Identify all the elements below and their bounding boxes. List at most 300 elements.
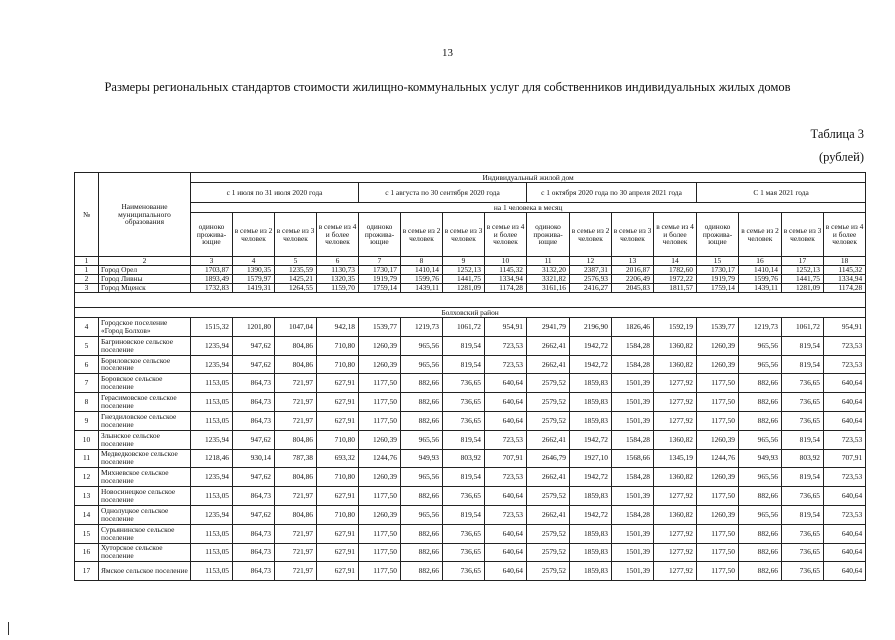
table-row bbox=[75, 374, 866, 393]
value-cell: 819,54 bbox=[443, 468, 485, 487]
row-number: 13 bbox=[75, 487, 99, 506]
value-cell: 965,56 bbox=[401, 468, 443, 487]
column-number: 1 bbox=[75, 257, 99, 266]
value-cell: 2206,49 bbox=[612, 275, 654, 284]
value-cell: 736,65 bbox=[782, 524, 824, 543]
value-cell: 882,66 bbox=[739, 524, 782, 543]
value-cell: 1277,92 bbox=[654, 374, 697, 393]
value-cell: 954,91 bbox=[485, 318, 527, 337]
value-cell: 1235,94 bbox=[191, 468, 233, 487]
municipality-name: Сурьянинское сельское поселение bbox=[99, 524, 191, 543]
table-row bbox=[75, 505, 866, 524]
value-cell: 1277,92 bbox=[654, 524, 697, 543]
value-cell: 3321,82 bbox=[527, 275, 570, 284]
municipality-name: Ямское сельское поселение bbox=[99, 562, 191, 581]
value-cell: 736,65 bbox=[443, 487, 485, 506]
value-cell: 965,56 bbox=[401, 430, 443, 449]
header-family-type: одиноко прожива-ющие bbox=[191, 213, 233, 257]
column-number: 16 bbox=[739, 257, 782, 266]
header-family-type: в семье из 4 и более человек bbox=[317, 213, 359, 257]
value-cell: 965,56 bbox=[401, 355, 443, 374]
value-cell: 723,53 bbox=[485, 355, 527, 374]
value-cell: 1260,39 bbox=[697, 468, 739, 487]
value-cell: 1153,05 bbox=[191, 562, 233, 581]
value-cell: 1260,39 bbox=[697, 355, 739, 374]
value-cell: 803,92 bbox=[782, 449, 824, 468]
value-cell: 1539,77 bbox=[697, 318, 739, 337]
value-cell: 804,86 bbox=[275, 336, 317, 355]
value-cell: 723,53 bbox=[485, 336, 527, 355]
value-cell: 1859,83 bbox=[570, 411, 612, 430]
row-number: 3 bbox=[75, 284, 99, 293]
value-cell: 1410,14 bbox=[401, 266, 443, 275]
column-number: 12 bbox=[570, 257, 612, 266]
value-cell: 1130,73 bbox=[317, 266, 359, 275]
header-family-type: одиноко прожива-ющие bbox=[527, 213, 570, 257]
value-cell: 1281,09 bbox=[782, 284, 824, 293]
value-cell: 947,62 bbox=[233, 430, 275, 449]
document-title: Размеры региональных стандартов стоимости жилищно-коммунальных услуг для собственников индивидуальных жилых домов bbox=[104, 80, 791, 94]
value-cell: 947,62 bbox=[233, 468, 275, 487]
table-row bbox=[75, 543, 866, 562]
value-cell: 723,53 bbox=[485, 430, 527, 449]
value-cell: 1047,04 bbox=[275, 318, 317, 337]
value-cell: 804,86 bbox=[275, 430, 317, 449]
table-row bbox=[75, 449, 866, 468]
value-cell: 2045,83 bbox=[612, 284, 654, 293]
value-cell: 1177,50 bbox=[697, 411, 739, 430]
value-cell: 723,53 bbox=[824, 468, 866, 487]
value-cell: 1260,39 bbox=[359, 505, 401, 524]
value-cell: 1177,50 bbox=[359, 411, 401, 430]
value-cell: 1859,83 bbox=[570, 487, 612, 506]
municipality-name: Герасимовское сельское поселение bbox=[99, 393, 191, 412]
municipality-name: Бориловское сельское поселение bbox=[99, 355, 191, 374]
column-number: 17 bbox=[782, 257, 824, 266]
value-cell: 1568,66 bbox=[612, 449, 654, 468]
value-cell: 2662,41 bbox=[527, 355, 570, 374]
value-cell: 1584,28 bbox=[612, 430, 654, 449]
value-cell: 1145,32 bbox=[485, 266, 527, 275]
value-cell: 1811,57 bbox=[654, 284, 697, 293]
value-cell: 819,54 bbox=[782, 505, 824, 524]
value-cell: 2579,52 bbox=[527, 543, 570, 562]
value-cell: 930,14 bbox=[233, 449, 275, 468]
value-cell: 1942,72 bbox=[570, 468, 612, 487]
municipality-name: Город Мценск bbox=[99, 284, 191, 293]
municipality-name: Хуторское сельское поселение bbox=[99, 543, 191, 562]
value-cell: 819,54 bbox=[782, 355, 824, 374]
value-cell: 864,73 bbox=[233, 393, 275, 412]
value-cell: 1360,82 bbox=[654, 355, 697, 374]
value-cell: 1345,19 bbox=[654, 449, 697, 468]
header-family-type: одиноко прожива-ющие bbox=[697, 213, 739, 257]
value-cell: 640,64 bbox=[824, 374, 866, 393]
value-cell: 1061,72 bbox=[443, 318, 485, 337]
value-cell: 1501,39 bbox=[612, 487, 654, 506]
value-cell: 882,66 bbox=[739, 393, 782, 412]
value-cell: 710,80 bbox=[317, 355, 359, 374]
value-cell: 2662,41 bbox=[527, 430, 570, 449]
value-cell: 723,53 bbox=[485, 468, 527, 487]
municipality-name: Багриновское сельское поселение bbox=[99, 336, 191, 355]
value-cell: 707,91 bbox=[824, 449, 866, 468]
column-number: 2 bbox=[99, 257, 191, 266]
value-cell: 721,97 bbox=[275, 524, 317, 543]
value-cell: 1177,50 bbox=[359, 487, 401, 506]
value-cell: 640,64 bbox=[824, 487, 866, 506]
value-cell: 736,65 bbox=[443, 524, 485, 543]
value-cell: 1360,82 bbox=[654, 468, 697, 487]
value-cell: 1201,80 bbox=[233, 318, 275, 337]
value-cell: 1942,72 bbox=[570, 430, 612, 449]
row-number: 2 bbox=[75, 275, 99, 284]
header-family-type: в семье из 2 человек bbox=[570, 213, 612, 257]
value-cell: 1759,14 bbox=[359, 284, 401, 293]
table-row bbox=[75, 318, 866, 337]
header-family-type: в семье из 2 человек bbox=[401, 213, 443, 257]
value-cell: 864,73 bbox=[233, 543, 275, 562]
value-cell: 736,65 bbox=[443, 562, 485, 581]
table-row bbox=[75, 487, 866, 506]
header-period-2: с 1 августа по 30 сентября 2020 года bbox=[359, 183, 527, 203]
value-cell: 864,73 bbox=[233, 374, 275, 393]
table-row bbox=[75, 393, 866, 412]
value-cell: 640,64 bbox=[824, 524, 866, 543]
value-cell: 710,80 bbox=[317, 336, 359, 355]
header-no: № bbox=[75, 173, 99, 257]
municipality-name: Злынское сельское поселение bbox=[99, 430, 191, 449]
value-cell: 1599,76 bbox=[401, 275, 443, 284]
row-number: 16 bbox=[75, 543, 99, 562]
value-cell: 723,53 bbox=[824, 430, 866, 449]
value-cell: 1419,31 bbox=[233, 284, 275, 293]
value-cell: 1235,59 bbox=[275, 266, 317, 275]
value-cell: 1177,50 bbox=[697, 562, 739, 581]
value-cell: 819,54 bbox=[443, 355, 485, 374]
value-cell: 1942,72 bbox=[570, 505, 612, 524]
table-label: Таблица 3 bbox=[810, 127, 864, 141]
value-cell: 804,86 bbox=[275, 355, 317, 374]
value-cell: 721,97 bbox=[275, 393, 317, 412]
value-cell: 1260,39 bbox=[359, 355, 401, 374]
value-cell: 882,66 bbox=[401, 543, 443, 562]
value-cell: 1584,28 bbox=[612, 336, 654, 355]
value-cell: 721,97 bbox=[275, 411, 317, 430]
value-cell: 1177,50 bbox=[697, 543, 739, 562]
header-name: Наименование муниципального образования bbox=[99, 173, 191, 257]
column-number: 18 bbox=[824, 257, 866, 266]
value-cell: 2387,31 bbox=[570, 266, 612, 275]
value-cell: 1177,50 bbox=[697, 374, 739, 393]
value-cell: 1410,14 bbox=[739, 266, 782, 275]
value-cell: 803,92 bbox=[443, 449, 485, 468]
value-cell: 721,97 bbox=[275, 487, 317, 506]
value-cell: 965,56 bbox=[401, 336, 443, 355]
municipality-name: Город Орел bbox=[99, 266, 191, 275]
value-cell: 1859,83 bbox=[570, 543, 612, 562]
row-number: 6 bbox=[75, 355, 99, 374]
value-cell: 942,18 bbox=[317, 318, 359, 337]
value-cell: 2941,79 bbox=[527, 318, 570, 337]
header-group: Индивидуальный жилой дом bbox=[191, 173, 866, 183]
value-cell: 804,86 bbox=[275, 505, 317, 524]
value-cell: 1235,94 bbox=[191, 430, 233, 449]
value-cell: 965,56 bbox=[739, 505, 782, 524]
value-cell: 947,62 bbox=[233, 505, 275, 524]
value-cell: 721,97 bbox=[275, 543, 317, 562]
value-cell: 1218,46 bbox=[191, 449, 233, 468]
value-cell: 1927,10 bbox=[570, 449, 612, 468]
row-number: 14 bbox=[75, 505, 99, 524]
value-cell: 640,64 bbox=[824, 562, 866, 581]
district-row bbox=[75, 308, 866, 318]
value-cell: 965,56 bbox=[401, 505, 443, 524]
column-number: 13 bbox=[612, 257, 654, 266]
value-cell: 1584,28 bbox=[612, 505, 654, 524]
value-cell: 1703,87 bbox=[191, 266, 233, 275]
value-cell: 864,73 bbox=[233, 524, 275, 543]
value-cell: 1425,21 bbox=[275, 275, 317, 284]
column-number: 3 bbox=[191, 257, 233, 266]
value-cell: 1942,72 bbox=[570, 355, 612, 374]
value-cell: 1281,09 bbox=[443, 284, 485, 293]
municipality-name: Городское поселение «Город Болхов» bbox=[99, 318, 191, 337]
municipality-name: Боровское сельское поселение bbox=[99, 374, 191, 393]
table-row bbox=[75, 524, 866, 543]
value-cell: 965,56 bbox=[739, 468, 782, 487]
value-cell: 1145,32 bbox=[824, 266, 866, 275]
value-cell: 3132,20 bbox=[527, 266, 570, 275]
value-cell: 954,91 bbox=[824, 318, 866, 337]
value-cell: 1260,39 bbox=[697, 336, 739, 355]
value-cell: 1390,35 bbox=[233, 266, 275, 275]
value-cell: 882,66 bbox=[401, 393, 443, 412]
value-cell: 864,73 bbox=[233, 562, 275, 581]
value-cell: 1826,46 bbox=[612, 318, 654, 337]
value-cell: 723,53 bbox=[824, 505, 866, 524]
value-cell: 787,38 bbox=[275, 449, 317, 468]
header-period-1: с 1 июля по 31 июля 2020 года bbox=[191, 183, 359, 203]
district-name: Болховский район bbox=[75, 308, 866, 318]
row-number: 7 bbox=[75, 374, 99, 393]
column-number: 4 bbox=[233, 257, 275, 266]
page-number: 13 bbox=[442, 47, 453, 59]
value-cell: 882,66 bbox=[401, 374, 443, 393]
value-cell: 947,62 bbox=[233, 336, 275, 355]
header-family-type: в семье из 3 человек bbox=[275, 213, 317, 257]
value-cell: 1174,28 bbox=[824, 284, 866, 293]
value-cell: 640,64 bbox=[485, 393, 527, 412]
spacer-row bbox=[75, 293, 866, 308]
value-cell: 882,66 bbox=[401, 411, 443, 430]
table-row bbox=[75, 430, 866, 449]
value-cell: 1252,13 bbox=[782, 266, 824, 275]
row-number: 12 bbox=[75, 468, 99, 487]
municipality-name: Однолуцкое сельское поселение bbox=[99, 505, 191, 524]
value-cell: 693,32 bbox=[317, 449, 359, 468]
value-cell: 723,53 bbox=[485, 505, 527, 524]
row-number: 9 bbox=[75, 411, 99, 430]
value-cell: 1235,94 bbox=[191, 505, 233, 524]
page-edge-mark bbox=[8, 622, 9, 635]
value-cell: 707,91 bbox=[485, 449, 527, 468]
value-cell: 1264,55 bbox=[275, 284, 317, 293]
value-cell: 1153,05 bbox=[191, 543, 233, 562]
value-cell: 819,54 bbox=[443, 430, 485, 449]
value-cell: 1759,14 bbox=[697, 284, 739, 293]
value-cell: 1235,94 bbox=[191, 355, 233, 374]
value-cell: 819,54 bbox=[443, 505, 485, 524]
value-cell: 1501,39 bbox=[612, 374, 654, 393]
value-cell: 723,53 bbox=[824, 336, 866, 355]
value-cell: 882,66 bbox=[739, 543, 782, 562]
value-cell: 2579,52 bbox=[527, 393, 570, 412]
column-number: 15 bbox=[697, 257, 739, 266]
value-cell: 1501,39 bbox=[612, 393, 654, 412]
value-cell: 804,86 bbox=[275, 468, 317, 487]
value-cell: 736,65 bbox=[782, 374, 824, 393]
value-cell: 627,91 bbox=[317, 411, 359, 430]
value-cell: 1919,79 bbox=[359, 275, 401, 284]
value-cell: 819,54 bbox=[782, 430, 824, 449]
value-cell: 1244,76 bbox=[697, 449, 739, 468]
value-cell: 640,64 bbox=[485, 487, 527, 506]
value-cell: 2579,52 bbox=[527, 411, 570, 430]
value-cell: 640,64 bbox=[485, 411, 527, 430]
value-cell: 882,66 bbox=[401, 487, 443, 506]
value-cell: 1277,92 bbox=[654, 393, 697, 412]
value-cell: 1153,05 bbox=[191, 487, 233, 506]
value-cell: 627,91 bbox=[317, 487, 359, 506]
value-cell: 1579,97 bbox=[233, 275, 275, 284]
header-family-type: в семье из 2 человек bbox=[233, 213, 275, 257]
value-cell: 640,64 bbox=[824, 543, 866, 562]
municipality-name: Михневское сельское поселение bbox=[99, 468, 191, 487]
header-period-4: С 1 мая 2021 года bbox=[697, 183, 866, 203]
value-cell: 819,54 bbox=[782, 336, 824, 355]
header-family-type: в семье из 4 и более человек bbox=[654, 213, 697, 257]
row-number: 17 bbox=[75, 562, 99, 581]
value-cell: 723,53 bbox=[824, 355, 866, 374]
value-cell: 965,56 bbox=[739, 355, 782, 374]
value-cell: 1360,82 bbox=[654, 336, 697, 355]
value-cell: 1893,49 bbox=[191, 275, 233, 284]
value-cell: 1539,77 bbox=[359, 318, 401, 337]
table-row bbox=[75, 468, 866, 487]
value-cell: 1260,39 bbox=[359, 430, 401, 449]
row-number: 4 bbox=[75, 318, 99, 337]
spacer-cell bbox=[75, 293, 866, 308]
header-family-type: в семье из 3 человек bbox=[612, 213, 654, 257]
value-cell: 1177,50 bbox=[359, 374, 401, 393]
value-cell: 1153,05 bbox=[191, 411, 233, 430]
value-cell: 2416,27 bbox=[570, 284, 612, 293]
value-cell: 1277,92 bbox=[654, 487, 697, 506]
value-cell: 819,54 bbox=[782, 468, 824, 487]
row-number: 1 bbox=[75, 266, 99, 275]
row-number: 5 bbox=[75, 336, 99, 355]
value-cell: 1260,39 bbox=[697, 430, 739, 449]
column-number: 10 bbox=[485, 257, 527, 266]
column-number: 7 bbox=[359, 257, 401, 266]
value-cell: 640,64 bbox=[485, 562, 527, 581]
value-cell: 864,73 bbox=[233, 487, 275, 506]
value-cell: 1859,83 bbox=[570, 393, 612, 412]
header-per-person: на 1 человека в месяц bbox=[191, 203, 866, 213]
value-cell: 1441,75 bbox=[443, 275, 485, 284]
value-cell: 1177,50 bbox=[359, 393, 401, 412]
value-cell: 2579,52 bbox=[527, 524, 570, 543]
value-cell: 1942,72 bbox=[570, 336, 612, 355]
value-cell: 882,66 bbox=[401, 562, 443, 581]
value-cell: 627,91 bbox=[317, 393, 359, 412]
table-row bbox=[75, 266, 866, 275]
column-number: 14 bbox=[654, 257, 697, 266]
value-cell: 627,91 bbox=[317, 562, 359, 581]
value-cell: 965,56 bbox=[739, 430, 782, 449]
value-cell: 1320,35 bbox=[317, 275, 359, 284]
value-cell: 1219,73 bbox=[401, 318, 443, 337]
value-cell: 965,56 bbox=[739, 336, 782, 355]
value-cell: 1177,50 bbox=[359, 524, 401, 543]
value-cell: 2196,90 bbox=[570, 318, 612, 337]
table-row bbox=[75, 284, 866, 293]
value-cell: 949,93 bbox=[739, 449, 782, 468]
row-number: 11 bbox=[75, 449, 99, 468]
value-cell: 1177,50 bbox=[697, 393, 739, 412]
header-family-type: одиноко прожива-ющие bbox=[359, 213, 401, 257]
value-cell: 1599,76 bbox=[739, 275, 782, 284]
header-period-3: с 1 октября 2020 года по 30 апреля 2021 года bbox=[527, 183, 697, 203]
value-cell: 1360,82 bbox=[654, 430, 697, 449]
value-cell: 640,64 bbox=[485, 524, 527, 543]
value-cell: 1260,39 bbox=[359, 336, 401, 355]
value-cell: 1441,75 bbox=[782, 275, 824, 284]
value-cell: 1153,05 bbox=[191, 524, 233, 543]
value-cell: 640,64 bbox=[824, 393, 866, 412]
value-cell: 721,97 bbox=[275, 374, 317, 393]
value-cell: 2646,79 bbox=[527, 449, 570, 468]
value-cell: 864,73 bbox=[233, 411, 275, 430]
value-cell: 1732,83 bbox=[191, 284, 233, 293]
value-cell: 882,66 bbox=[739, 411, 782, 430]
value-cell: 640,64 bbox=[824, 411, 866, 430]
value-cell: 1277,92 bbox=[654, 562, 697, 581]
column-number: 6 bbox=[317, 257, 359, 266]
column-number: 8 bbox=[401, 257, 443, 266]
row-number: 10 bbox=[75, 430, 99, 449]
value-cell: 640,64 bbox=[485, 374, 527, 393]
municipality-name: Город Ливны bbox=[99, 275, 191, 284]
value-cell: 736,65 bbox=[782, 487, 824, 506]
table-row bbox=[75, 336, 866, 355]
value-cell: 1061,72 bbox=[782, 318, 824, 337]
value-cell: 1439,11 bbox=[401, 284, 443, 293]
standards-table bbox=[74, 172, 866, 581]
table-row bbox=[75, 355, 866, 374]
value-cell: 1859,83 bbox=[570, 524, 612, 543]
value-cell: 710,80 bbox=[317, 430, 359, 449]
value-cell: 1501,39 bbox=[612, 543, 654, 562]
value-cell: 1153,05 bbox=[191, 393, 233, 412]
table-row bbox=[75, 411, 866, 430]
value-cell: 3161,16 bbox=[527, 284, 570, 293]
column-number: 9 bbox=[443, 257, 485, 266]
value-cell: 710,80 bbox=[317, 468, 359, 487]
value-cell: 2579,52 bbox=[527, 487, 570, 506]
value-cell: 1174,28 bbox=[485, 284, 527, 293]
